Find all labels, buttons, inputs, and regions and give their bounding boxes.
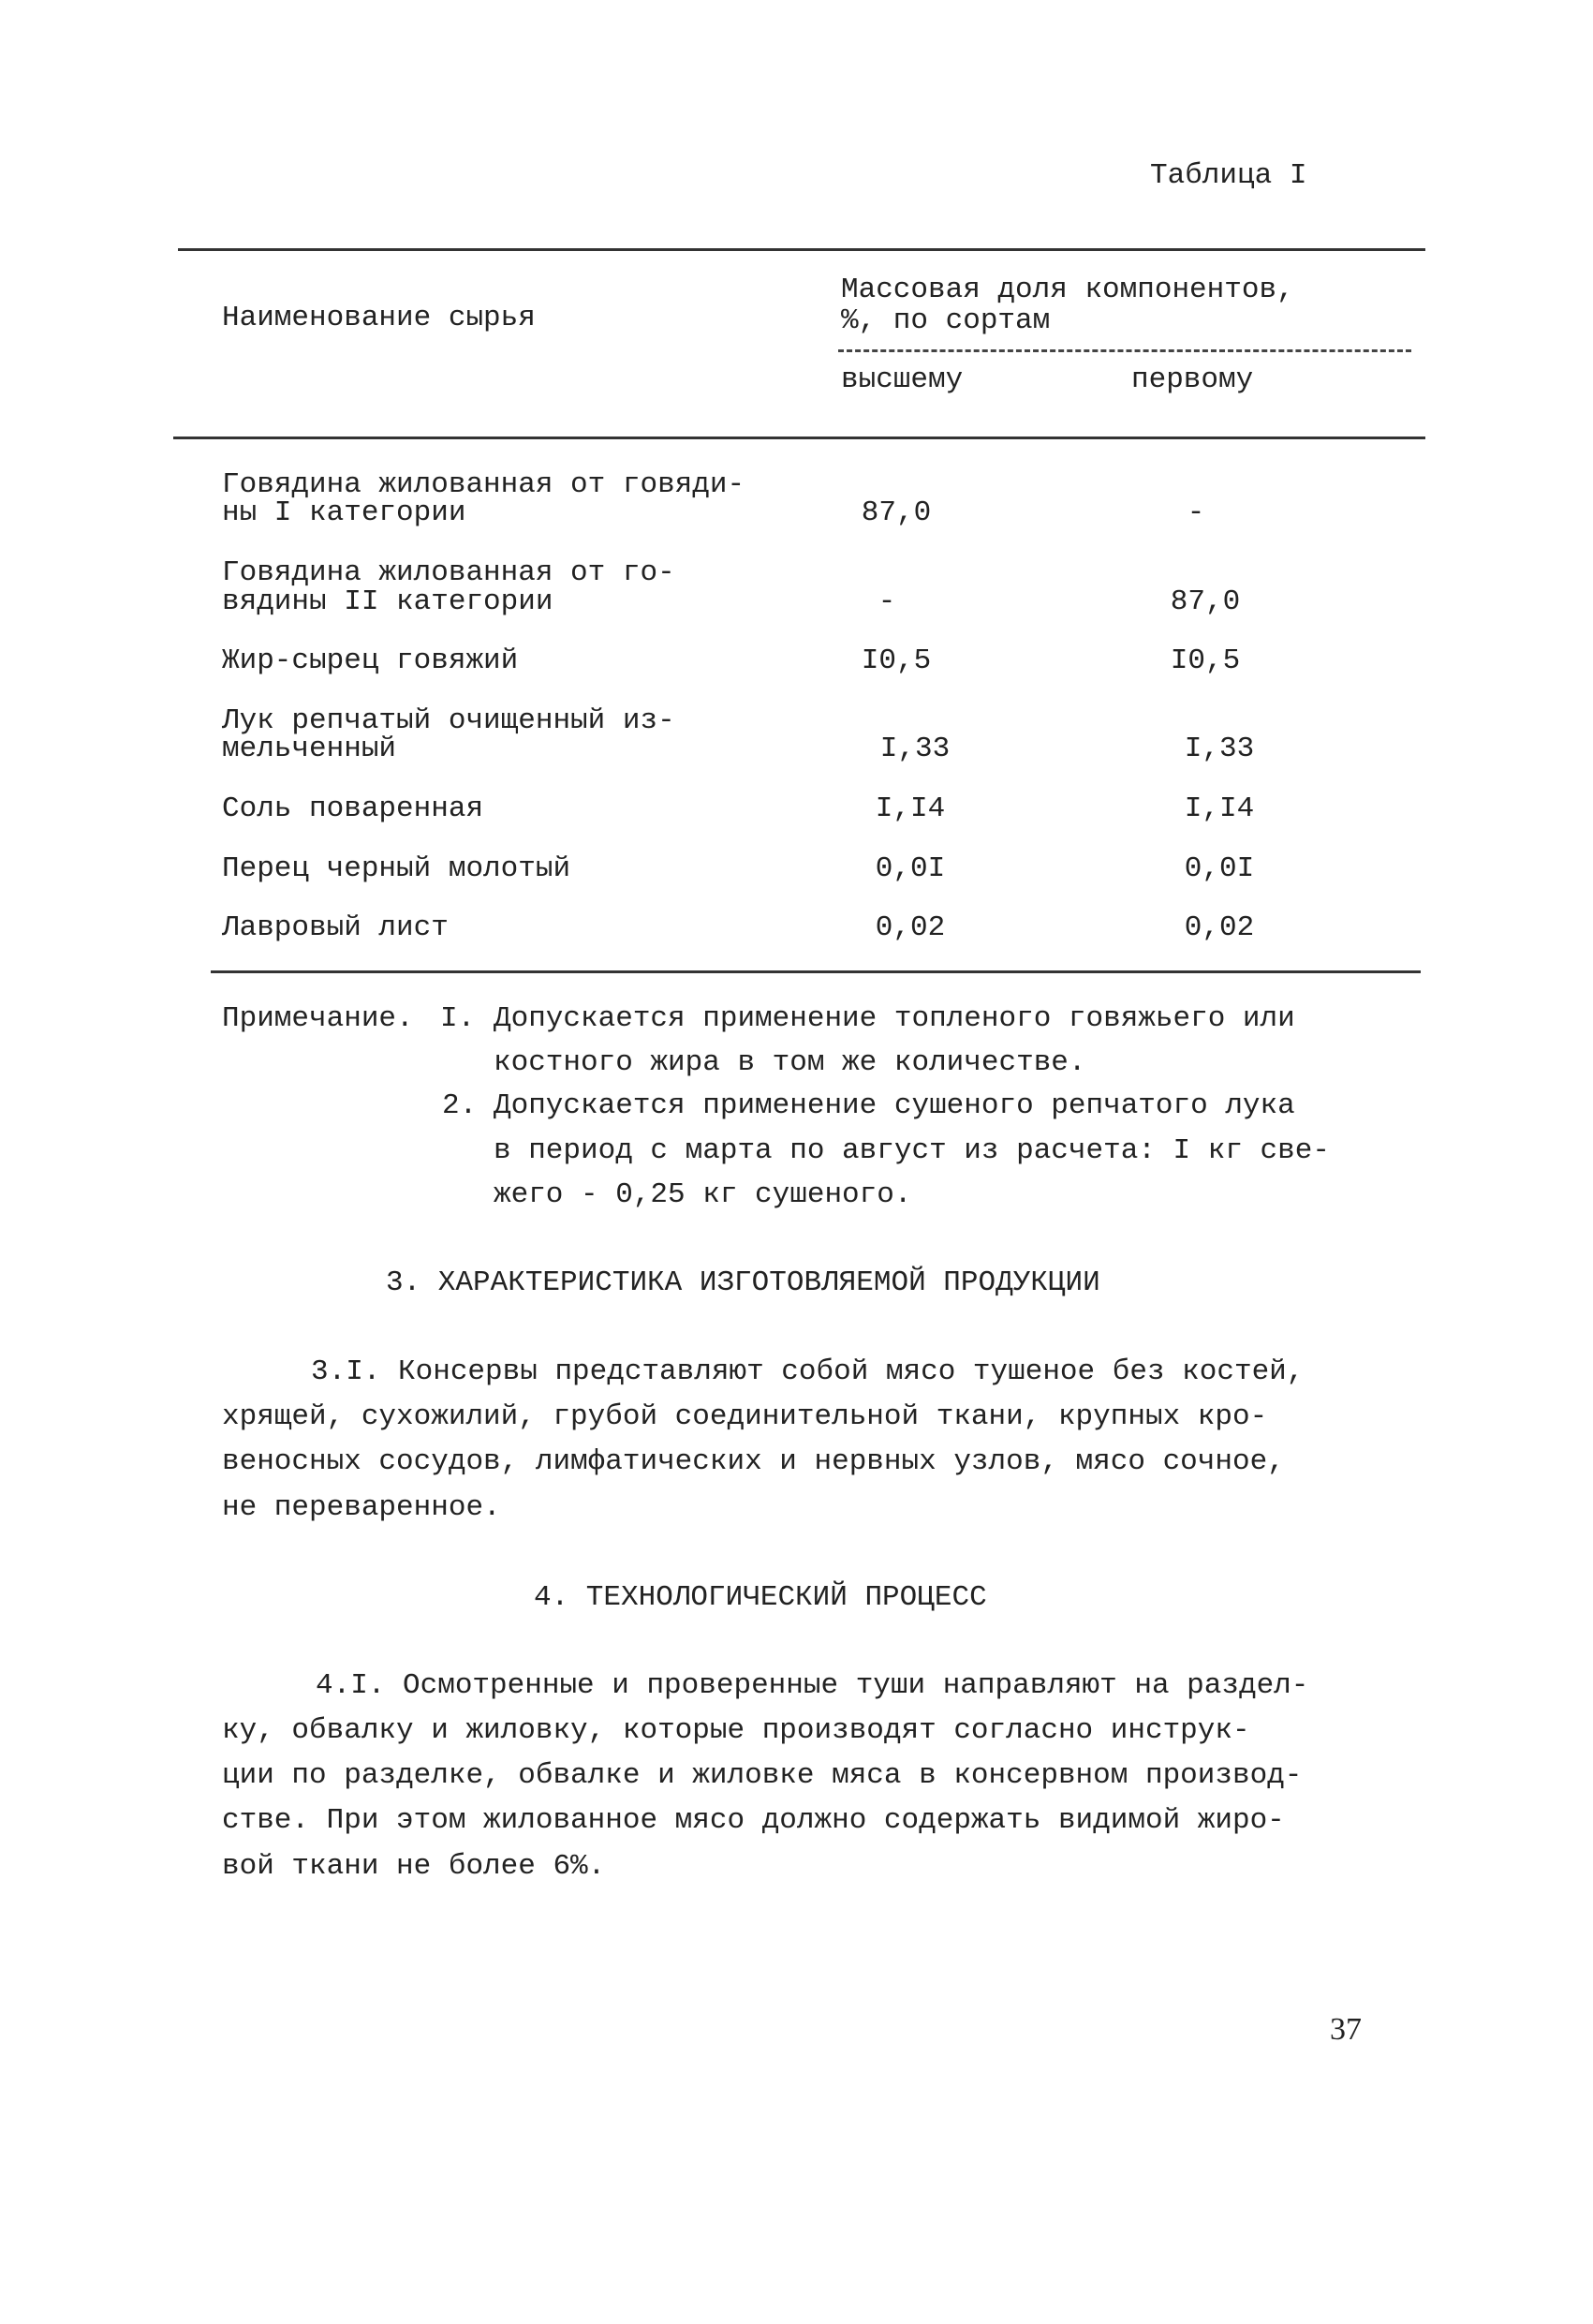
row-name-line: Перец черный молотый: [222, 852, 571, 885]
row-value-grade2: -: [1187, 496, 1205, 529]
note2-line: Допускается применение сушеного репчатого лука: [494, 1089, 1295, 1122]
row-name-line: ны I категории: [222, 496, 466, 529]
row-value-grade1: 87,0: [861, 496, 932, 529]
paragraph-line: 3.I. Консервы представляют собой мясо тушеное без костей,: [311, 1355, 1305, 1388]
row-name-line: вядины II категории: [222, 585, 553, 618]
row-value-grade2: 0,02: [1184, 911, 1255, 944]
paragraph-line: не переваренное.: [222, 1491, 501, 1524]
row-value-grade1: 0,02: [875, 911, 946, 944]
table-bottom-rule: [211, 970, 1421, 973]
row-value-grade1: 0,0I: [875, 852, 946, 885]
col-grade1-header: высшему: [841, 363, 964, 396]
row-value-grade2: I,I4: [1184, 792, 1255, 825]
group-header-line1: Массовая доля компонентов,: [841, 274, 1294, 306]
page-number: 37: [1330, 2012, 1362, 2047]
row-value-grade1: -: [878, 585, 896, 618]
col-grade2-header: первому: [1131, 363, 1254, 396]
paragraph-line: хрящей, сухожилий, грубой соединительной ткани, крупных кро-: [222, 1400, 1268, 1433]
table-top-rule: [178, 248, 1425, 251]
row-name-line: Говядина жилованная от говяди-: [222, 468, 745, 501]
row-value-grade1: I,I4: [875, 792, 946, 825]
paragraph-line: ку, обвалку и жиловку, которые производят согласно инструк-: [222, 1714, 1250, 1747]
section3-heading: 3. ХАРАКТЕРИСТИКА ИЗГОТОВЛЯЕМОЙ ПРОДУКЦИИ: [386, 1266, 1100, 1299]
note2-number: 2.: [442, 1089, 478, 1122]
row-name-line: Говядина жилованная от го-: [222, 556, 675, 589]
paragraph-line: веносных сосудов, лимфатических и нервных узлов, мясо сочное,: [222, 1445, 1285, 1478]
paragraph-line: стве. При этом жилованное мясо должно содержать видимой жиро-: [222, 1804, 1285, 1837]
row-value-grade2: I0,5: [1170, 644, 1241, 677]
header-dash-rule: [838, 349, 1411, 352]
header-bottom-rule: [173, 437, 1425, 439]
note1-line: костного жира в том же количестве.: [494, 1046, 1086, 1079]
paragraph-line: 4.I. Осмотренные и проверенные туши направляют на раздел-: [316, 1669, 1309, 1702]
row-name-line: Лук репчатый очищенный из-: [222, 704, 675, 737]
row-value-grade2: 87,0: [1170, 585, 1241, 618]
row-name-line: Соль поваренная: [222, 792, 484, 825]
paragraph-line: вой ткани не более 6%.: [222, 1850, 606, 1883]
note2-line: в период с марта по август из расчета: I кг све-: [494, 1134, 1330, 1167]
table-label: Таблица I: [1150, 159, 1307, 192]
group-header-line2: %, по сортам: [841, 304, 1051, 337]
row-value-grade1: I,33: [879, 733, 951, 765]
note1-line: Допускается применение топленого говяжьего или: [494, 1002, 1295, 1035]
row-value-grade1: I0,5: [861, 644, 932, 677]
section4-heading: 4. ТЕХНОЛОГИЧЕСКИЙ ПРОЦЕСС: [534, 1581, 987, 1614]
row-name-line: Жир-сырец говяжий: [222, 644, 519, 677]
row-value-grade2: 0,0I: [1184, 852, 1255, 885]
col-name-header: Наименование сырья: [222, 302, 536, 334]
note1-number: I.: [440, 1002, 476, 1035]
row-name-line: мельченный: [222, 733, 397, 765]
notes-label: Примечание.: [222, 1002, 414, 1035]
row-value-grade2: I,33: [1184, 733, 1255, 765]
paragraph-line: ции по разделке, обвалке и жиловке мяса в консервном производ-: [222, 1759, 1303, 1792]
row-name-line: Лавровый лист: [222, 911, 449, 944]
note2-line: жего - 0,25 кг сушеного.: [494, 1178, 912, 1211]
